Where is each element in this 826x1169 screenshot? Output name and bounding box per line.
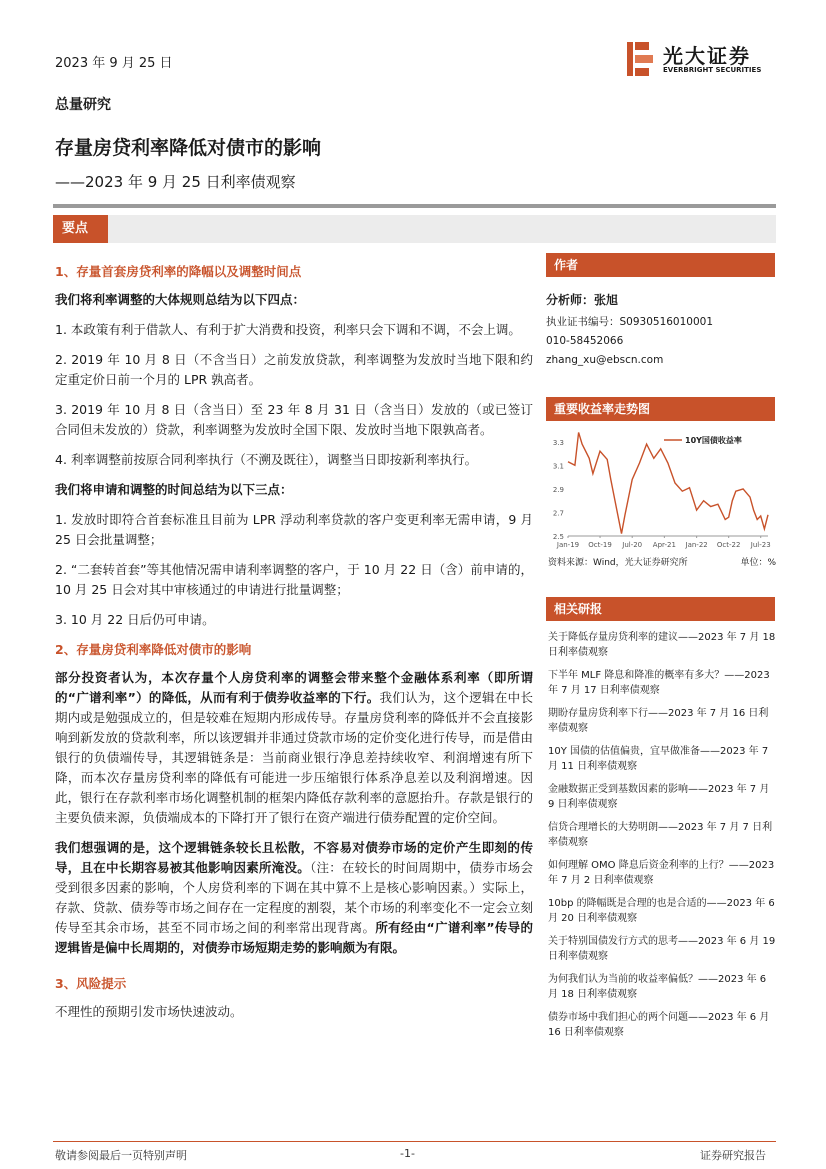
key-points-label: 要点 (53, 215, 108, 243)
chart-unit: 单位：% (740, 558, 776, 568)
main-content (55, 262, 533, 1032)
x-tick-label: Oct-19 (588, 541, 612, 549)
section-2-para-2-text: （注：在较长的时间周期中，债券市场会受到很多因素的影响，个人房贷利率的下调在其中算不上是核心影响因素。）实际上，存款、贷款、债券等市场之间存在一定程度的割裂，某个市场的利率变化不一定会立刻传导至其余市场，甚至不同市场之间的利率常出现背离。 (55, 860, 533, 935)
section-2-para-1-bold: 部分投资者认为，本次存量个人房贷利率的调整会带来整个金融体系利率（即所谓的“广谱利率”）的降低，从而有利于债券收益率的下行。 (55, 670, 533, 705)
section-1-time-2: 2. “二套转首套”等其他情况需申请利率调整的客户，于 10 月 22 日（含）前申请的，10 月 25 日会对其中审核通过的申请进行批量调整； (55, 562, 533, 597)
analyst-phone: 010-58452066 (546, 335, 624, 347)
logo-subtitle: EVERBRIGHT SECURITIES (663, 66, 762, 74)
footer-disclaimer[interactable]: 敬请参阅最后一页特别声明 (55, 1149, 187, 1162)
section-2-heading: 2、存量房贷利率降低对债市的影响 (55, 642, 252, 657)
section-2-para-1 (55, 668, 533, 828)
analyst-license: 执业证书编号：S0930516010001 (546, 316, 714, 328)
section-1-point-4: 4. 利率调整前按原合同利率执行（不溯及既往），调整当日即按新利率执行。 (55, 452, 478, 467)
related-report-item[interactable]: 10Y 国债的估值偏贵，宜早做准备——2023 年 7 月 11 日利率债观察 (548, 746, 769, 772)
related-report-item[interactable]: 10bp 的降幅既是合理的也是合适的——2023 年 6 月 20 日利率债观察 (548, 898, 775, 924)
x-tick-label: Jul-23 (750, 541, 771, 549)
related-report-item[interactable]: 金融数据正受到基数因素的影响——2023 年 7 月 9 日利率债观察 (548, 784, 770, 810)
author-header: 作者 (546, 253, 775, 277)
chart-source: 资料来源：Wind，光大证券研究所 (548, 558, 688, 568)
x-tick-label: Oct-22 (716, 541, 741, 549)
section-2-para-2-bold: 我们想强调的是，这个逻辑链条较长且松散，不容易对债券市场的定价产生即刻的传导，且在中长期容易被其他影响因素所淹没。 (55, 840, 533, 875)
chart-source-row (548, 555, 776, 568)
section-1-lead-2: 我们将申请和调整的时间总结为以下三点： (55, 482, 293, 497)
related-report-item[interactable]: 期盼存量房贷利率下行——2023 年 7 月 16 日利率债观察 (548, 708, 769, 734)
section-3-para: 不理性的预期引发市场快速波动。 (55, 1004, 243, 1019)
company-logo (625, 38, 775, 84)
x-tick-label: Jan-22 (685, 541, 708, 549)
page-number: -1- (400, 1147, 415, 1160)
y-tick-label: 2.9 (552, 485, 564, 494)
chart-header: 重要收益率走势图 (546, 397, 775, 421)
section-2-para-2-bold-end: 所有经由“广谱利率”传导的逻辑皆是偏中长周期的，对债券市场短期走势的影响颇为有限。 (55, 920, 533, 955)
section-2-para-2 (55, 838, 533, 958)
section-1-lead-1: 我们将利率调整的大体规则总结为以下四点： (55, 292, 306, 307)
logo-name: 光大证券 (663, 44, 751, 68)
related-report-item[interactable]: 下半年 MLF 降息和降准的概率有多大？——2023 年 7 月 17 日利率债观察 (548, 670, 770, 696)
page-subtitle: ——2023 年 9 月 25 日利率债观察 (55, 173, 296, 191)
section-1-time-3: 3. 10 月 22 日后仍可申请。 (55, 612, 215, 627)
section-3-heading: 3、风险提示 (55, 976, 127, 991)
page-title: 存量房贷利率降低对债市的影响 (55, 137, 322, 159)
analyst-name: 分析师：张旭 (546, 293, 619, 307)
related-report-item[interactable]: 信贷合理增长的大势明朗——2023 年 7 月 7 日利率债观察 (548, 822, 773, 848)
y-tick-label: 2.5 (552, 533, 564, 541)
series-line-10y-yield (568, 432, 768, 533)
y-tick-label: 3.1 (552, 462, 564, 471)
y-tick-label: 3.3 (552, 438, 564, 447)
footer-divider (53, 1141, 776, 1142)
author-info (546, 291, 775, 370)
key-points-bar (53, 215, 776, 243)
section-1-point-1: 1. 本政策有利于借款人、有利于扩大消费和投资，利率只会下调和不调，不会上调。 (55, 322, 521, 337)
header-divider (53, 204, 776, 208)
footer-report-type: 证券研究报告 (700, 1149, 766, 1162)
section-2-para-1-text: 我们认为，这个逻辑在中长期内或是勉强成立的，但是较难在短期内形成传导。存量房贷利率的降低并不会直接影响到新发放的贷款利率，所以该逻辑并非通过贷款市场的定价变化进行传导，而是借由银行的负债端传导，其逻辑链条是：当前商业银行净息差持续收窄、利润增速有所下降，而本次存量房贷利率的降低有可能进一步压缩银行体系净息差以及利润增速。因此，银行在存款利率市场化调整机制的框架内降低存款利率的意愿抬升。存款是银行的主要负债来源，负债端成本的下降打开了银行在资产端进行债券配置的定价空间。 (55, 690, 533, 825)
x-tick-label: Apr-21 (652, 541, 676, 549)
section-1-heading: 1、存量首套房贷利率的降幅以及调整时间点 (55, 264, 302, 279)
x-tick-label: Jul-20 (622, 541, 643, 549)
report-date: 2023 年 9 月 25 日 (55, 56, 173, 71)
related-report-item[interactable]: 关于特别国债发行方式的思考——2023 年 6 月 19 日利率债观察 (548, 936, 776, 962)
analyst-email[interactable]: zhang_xu@ebscn.com (546, 354, 664, 366)
x-tick-label: Jan-19 (556, 541, 580, 549)
y-tick-label: 2.7 (552, 509, 564, 518)
section-1-point-3: 3. 2019 年 10 月 8 日（含当日）至 23 年 8 月 31 日（含当日）发放的（或已签订合同但未发放的）贷款，利率调整为发放时全国下限、发放时当地下限孰高者。 (55, 402, 533, 437)
related-report-item[interactable]: 关于降低存量房贷利率的建议——2023 年 7 月 18 日利率债观察 (548, 632, 776, 658)
section-1-point-2: 2. 2019 年 10 月 8 日（不含当日）之前发放贷款，利率调整为发放时当地下限和约定重定价日前一个月的 LPR 孰高者。 (55, 352, 533, 387)
related-header: 相关研报 (546, 597, 775, 621)
report-type: 总量研究 (55, 97, 111, 113)
related-report-item[interactable]: 为何我们认为当前的收益率偏低？——2023 年 6 月 18 日利率债观察 (548, 974, 767, 1000)
section-1-time-1: 1. 发放时即符合首套标准且目前为 LPR 浮动利率贷款的客户变更利率无需申请，9 月 25 日会批量调整； (55, 512, 533, 547)
related-report-item[interactable]: 如何理解 OMO 降息后资金利率的上行？——2023 年 7 月 2 日利率债观察 (548, 860, 775, 886)
related-reports-list (548, 630, 776, 1048)
legend-label: 10Y国债收益率 (685, 436, 742, 445)
related-report-item[interactable]: 债券市场中我们担心的两个问题——2023 年 6 月 16 日利率债观察 (548, 1012, 770, 1038)
logo-mark-icon (625, 38, 659, 80)
yield-chart (546, 424, 776, 552)
